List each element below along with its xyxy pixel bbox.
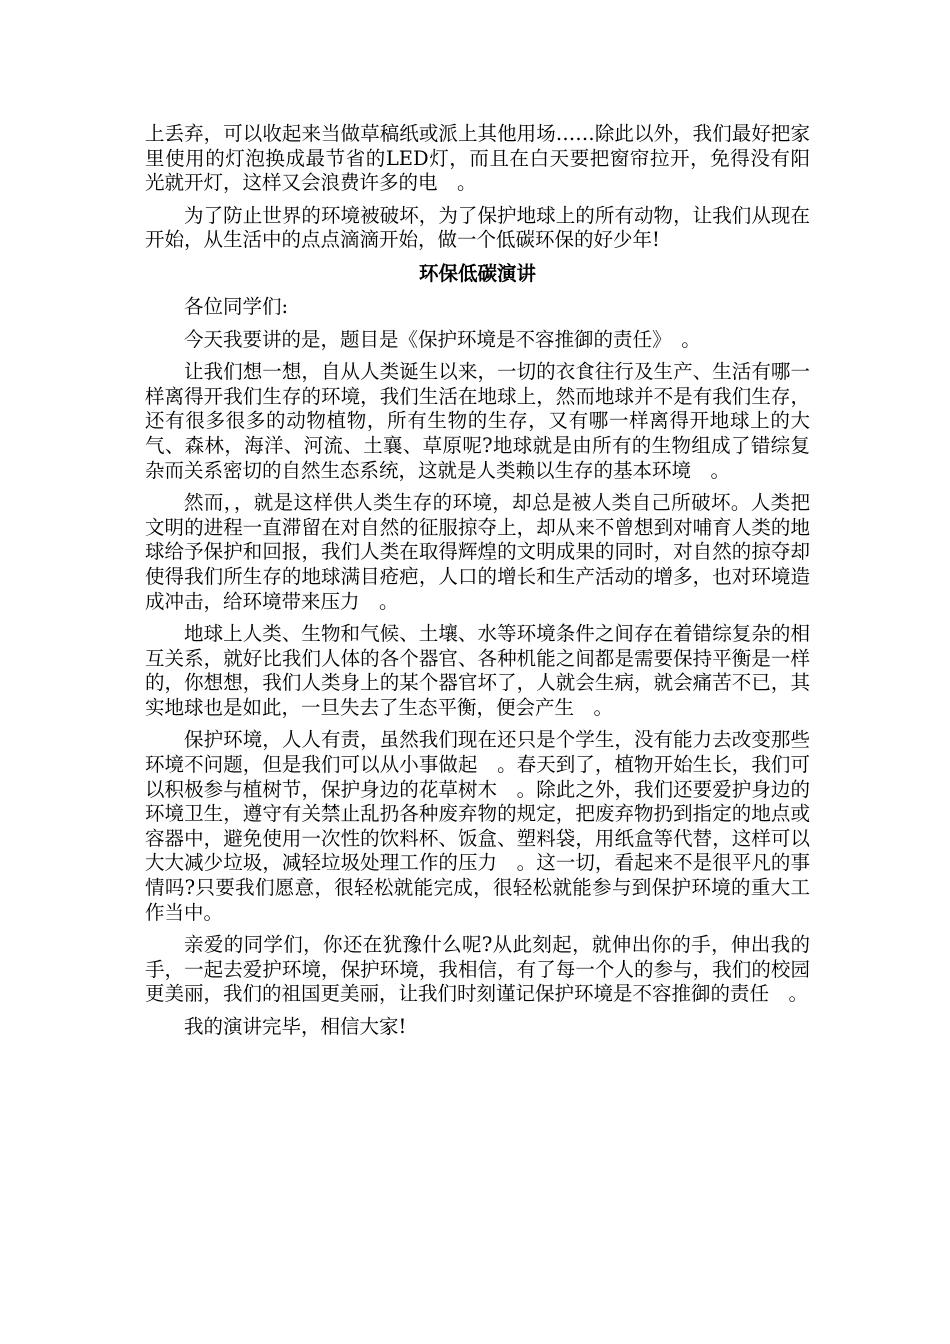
paragraph-closing: 为了防止世界的环境被破坏，为了保护地球上的所有动物，让我们从现在开始，从生活中的点点滴滴开始，做一个低碳环保的好少年! [145,203,810,252]
paragraph-continued: 上丢弃，可以收起来当做草稿纸或派上其他用场……除此以外，我们最好把家里使用的灯泡换成最节省的LED灯，而且在白天要把窗帘拉开，免得没有阳光就开灯，这样又会浪费许多的电 。 [145,122,810,195]
speech-title: 环保低碳演讲 [418,261,536,285]
paragraph-body: 保护环境，人人有责，虽然我们现在还只是个学生，没有能力去改变那些环境不问题，但是我们可以从小事做起 。春天到了，植物开始生长，我们可以积极参与植树节，保护身边的花草树木 。除此之外，我们还要爱护身边的环境卫生，遵守有关禁止乱扔各种废弃物的规定，把废弃物扔到指定的地点或容器中，避免使用一次性的饮料杯、饭盒、塑料袋，用纸盒等代替，这样可以大大减少垃圾，减轻垃圾处理工作的压力 。这一切，看起来不是很平凡的事情吗?只要我们愿意，很轻松就能完成，很轻松就能参与到保护环境的重大工作当中。 [145,728,810,924]
paragraph-body: 然而，，就是这样供人类生存的环境，却总是被人类自己所破坏。人类把文明的进程一直滞留在对自然的征服掠夺上，却从来不曾想到对哺育人类的地球给予保护和回报，我们人类在取得辉煌的文明成果的同时，对自然的掠夺却使得我们所生存的地球满目疮疤，人口的增长和生产活动的增多，也对环境造成冲击，给环境带来压力 。 [145,491,810,613]
paragraph-topic: 今天我要讲的是，题目是《保护环境是不容推御的责任》 。 [184,327,701,351]
paragraph-body: 地球上人类、生物和气候、土壤、水等环境条件之间存在着错综复杂的相互关系，就好比我们人体的各个器官、各种机能之间都是需要保持平衡是一样的，你想想，我们人类身上的某个器官坏了，人就会生病，就会痛苦不已，其实地球也是如此，一旦失去了生态平衡，便会产生 。 [145,622,810,719]
paragraph-greeting: 各位同学们: [184,294,289,318]
paragraph-appeal: 亲爱的同学们，你还在犹豫什么呢?从此刻起，就伸出你的手，伸出我的手，一起去爱护环境，保护环境，我相信，有了每一个人的参与，我们的校园更美丽，我们的祖国更美丽，让我们时刻谨记保护环境是不容推御的责任 。 [145,933,810,1006]
document-page [145,122,810,1048]
paragraph-body: 让我们想一想，自从人类诞生以来，一切的衣食往行及生产、生活有哪一样离得开我们生存的环境，我们生活在地球上，然而地球并不是有我们生存，还有很多很多的动物植物，所有生物的生存，又有哪一样离得开地球上的大气、森林，海洋、河流、土襄、草原呢?地球就是由所有的生物组成了错综复杂而关系密切的自然生态系统，这就是人类赖以生存的基本环境 。 [145,360,810,482]
paragraph-ending: 我的演讲完毕，相信大家! [184,1015,407,1038]
